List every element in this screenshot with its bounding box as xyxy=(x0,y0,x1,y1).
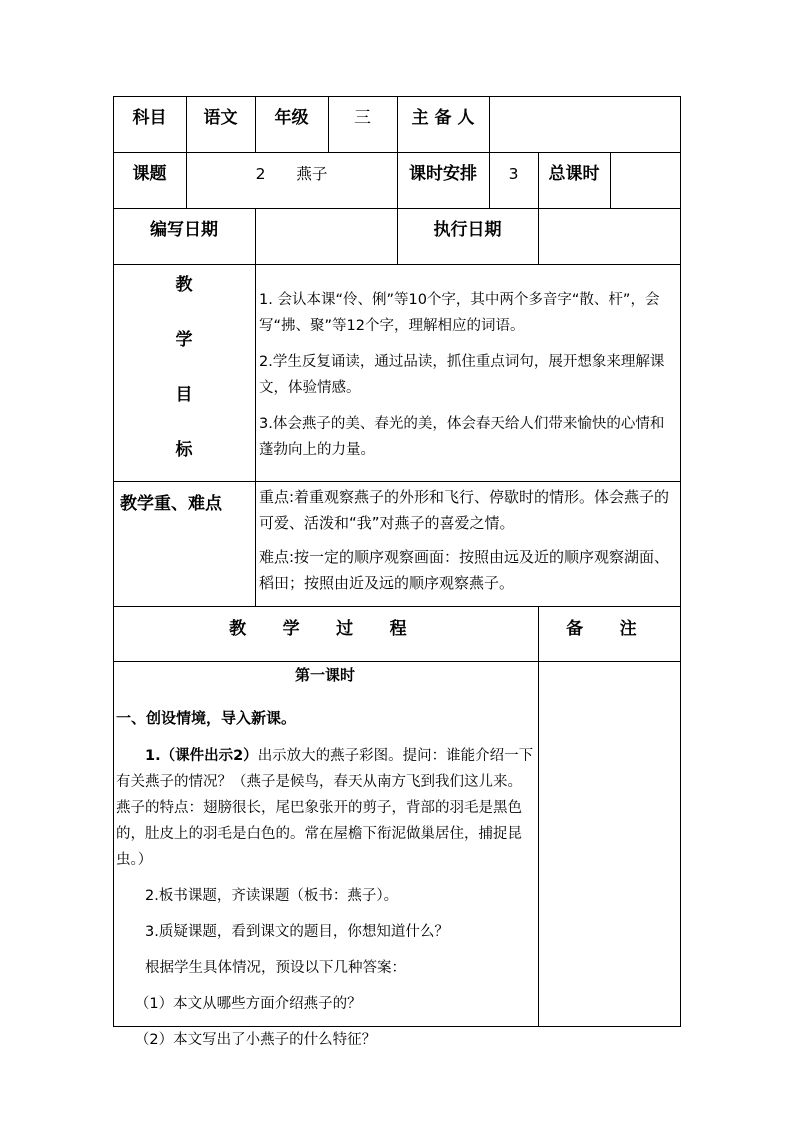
session-title: 第一课时 xyxy=(294,666,355,684)
objectives-label-char: 学 xyxy=(175,330,193,350)
process-content xyxy=(116,662,534,1053)
question-1: （1）本文从哪些方面介绍燕子的？ xyxy=(134,996,362,1012)
objectives-label xyxy=(113,264,255,481)
preset-answers: 根据学生具体情况，预设以下几种答案： xyxy=(145,960,406,976)
total-label: 总课时 xyxy=(548,164,600,184)
key-point-item: 难点:按一定的顺序观察画面：按照由远及近的顺序观察湖面、稻田；按照由近及远的顺序观察燕子。 xyxy=(259,548,670,592)
key-points-label: 教学重、难点 xyxy=(120,494,222,514)
key-point-item: 重点:着重观察燕子的外形和飞行、停歇时的情形。体会燕子的可爱、活泼和“我”对燕子的喜爱之情。 xyxy=(259,488,670,532)
step-1 xyxy=(116,743,534,873)
objective-item: 3.体会燕子的美、春光的美，体会春天给人们带来愉快的心情和蓬勃向上的力量。 xyxy=(259,416,665,458)
section-title: 一、创设情境，导入新课。 xyxy=(116,709,297,727)
step-2: 2.板书课题，齐读课题（板书：燕子）。 xyxy=(145,888,399,904)
lesson-label: 课题 xyxy=(132,164,167,184)
objectives-label-char: 标 xyxy=(175,440,193,460)
schedule-value: 3 xyxy=(508,165,519,183)
objectives-content xyxy=(259,287,677,463)
preparer-value xyxy=(489,96,680,140)
notes-header: 备 注 xyxy=(566,618,652,639)
grade-value: 三 xyxy=(354,108,371,128)
notes-content xyxy=(538,662,680,1026)
exec-date-value xyxy=(538,208,680,252)
step-1-text: 出示放大的燕子彩图。提问：谁能介绍一下有关燕子的情况？（燕子是候鸟，春天从南方飞到我们这儿来。燕子的特点：翅膀很长，尾巴象张开的剪子，背部的羽毛是黑色的，肚皮上的羽毛是白色的。常在屋檐下衔泥做巢居住，捕捉昆虫。） xyxy=(116,748,534,868)
process-header: 教 学 过 程 xyxy=(229,618,422,639)
objective-item: 1. 会认本课“伶、俐”等10个字，其中两个多音字“散、杆”，会写“拂、聚”等12个字，理解相应的词语。 xyxy=(259,292,660,334)
objective-item: 2.学生反复诵读，通过品读，抓住重点词句，展开想象来理解课文，体验情感。 xyxy=(259,354,665,396)
total-value xyxy=(610,152,680,196)
step-3: 3.质疑课题，看到课文的题目，你想知道什么？ xyxy=(145,924,449,940)
preparer-label: 主 备 人 xyxy=(411,108,475,128)
lesson-value: 2 燕子 xyxy=(255,165,328,183)
subject-label: 科目 xyxy=(132,108,167,128)
question-2: （2）本文写出了小燕子的什么特征？ xyxy=(134,1032,377,1048)
write-date-label: 编写日期 xyxy=(150,220,218,240)
key-points-content xyxy=(259,484,677,596)
subject-value: 语文 xyxy=(203,108,238,128)
schedule-label: 课时安排 xyxy=(409,164,477,184)
objectives-label-char: 目 xyxy=(175,385,193,405)
grade-label: 年级 xyxy=(274,108,309,128)
write-date-value xyxy=(255,208,397,252)
objectives-label-char: 教 xyxy=(175,275,193,295)
step-1-lead: 1.（课件出示2） xyxy=(145,748,258,764)
exec-date-label: 执行日期 xyxy=(433,220,502,240)
